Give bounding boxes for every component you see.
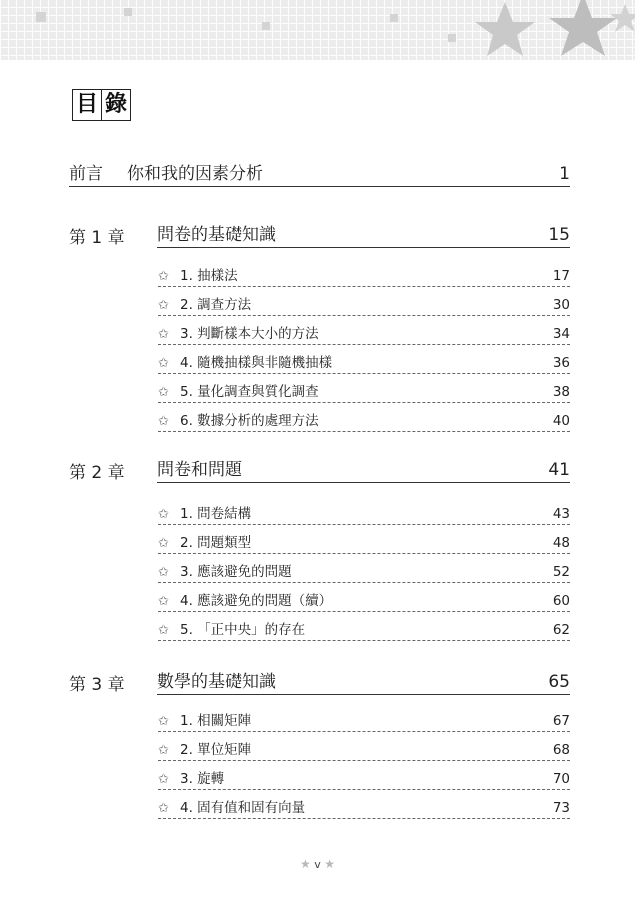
section-page: 62 (552, 622, 570, 638)
star-icon: ★ (299, 857, 311, 871)
header-square (390, 14, 398, 22)
page-number: v (314, 858, 321, 871)
toc-section-row[interactable] (158, 765, 570, 790)
toc-section-row[interactable] (158, 558, 570, 583)
star-outline-icon: ✩ (158, 385, 169, 400)
section-page: 43 (552, 506, 570, 522)
section-title: 1. 抽樣法 (180, 268, 238, 284)
chapter-label: 第 3 章 (69, 675, 125, 695)
preface-label: 前言 (69, 164, 103, 184)
chapter-label: 第 1 章 (69, 228, 125, 248)
toc-section-row[interactable] (158, 529, 570, 554)
star-outline-icon: ✩ (158, 743, 169, 758)
toc-section-row[interactable] (158, 500, 570, 525)
toc-section-row[interactable] (158, 320, 570, 345)
toc-heading-char: 目 (75, 92, 98, 117)
section-title: 5. 「正中央」的存在 (180, 622, 306, 638)
star-outline-icon: ✩ (158, 507, 169, 522)
page-footer (0, 857, 635, 871)
section-page: 34 (552, 326, 570, 342)
chapter-title: 問卷和問題 (157, 456, 548, 483)
preface-title: 你和我的因素分析 (127, 164, 263, 184)
toc-section-row[interactable] (158, 407, 570, 432)
section-page: 48 (552, 535, 570, 551)
star-outline-icon: ✩ (158, 772, 169, 787)
section-title: 4. 隨機抽樣與非隨機抽樣 (180, 355, 333, 371)
section-page: 60 (552, 593, 570, 609)
header-square (124, 8, 132, 16)
section-title: 2. 問題類型 (180, 535, 252, 551)
section-page: 67 (552, 713, 570, 729)
section-page: 40 (552, 413, 570, 429)
header-square (36, 12, 46, 22)
star-outline-icon: ✩ (158, 414, 169, 429)
section-title: 3. 判斷樣本大小的方法 (180, 326, 319, 342)
star-outline-icon: ✩ (158, 594, 169, 609)
chapter-page: 41 (548, 456, 570, 483)
star-outline-icon: ✩ (158, 801, 169, 816)
star-outline-icon: ✩ (158, 623, 169, 638)
toc-chapter-row[interactable] (69, 222, 570, 248)
header-square (448, 34, 456, 42)
section-title: 2. 單位矩陣 (180, 742, 252, 758)
header-decoration (0, 0, 635, 60)
header-stars-icon (465, 0, 635, 60)
star-outline-icon: ✩ (158, 565, 169, 580)
toc-chapter-row[interactable] (69, 457, 570, 483)
toc-section-row[interactable] (158, 707, 570, 732)
section-page: 17 (552, 268, 570, 284)
toc-chapter-row[interactable] (69, 669, 570, 695)
section-title: 5. 量化調查與質化調查 (180, 384, 319, 400)
chapter-title: 數學的基礎知識 (157, 668, 548, 695)
section-page: 52 (552, 564, 570, 580)
chapter-page: 65 (548, 668, 570, 695)
section-title: 4. 固有值和固有向量 (180, 800, 306, 816)
section-title: 3. 應該避免的問題 (180, 564, 292, 580)
section-title: 6. 數據分析的處理方法 (180, 413, 319, 429)
toc-section-row[interactable] (158, 378, 570, 403)
toc-section-row[interactable] (158, 291, 570, 316)
section-title: 2. 調查方法 (180, 297, 252, 313)
section-page: 70 (552, 771, 570, 787)
star-outline-icon: ✩ (158, 356, 169, 371)
toc-section-row[interactable] (158, 262, 570, 287)
section-title: 1. 問卷結構 (180, 506, 252, 522)
section-page: 30 (552, 297, 570, 313)
toc-section-row[interactable] (158, 616, 570, 641)
toc-section-row[interactable] (158, 794, 570, 819)
toc-heading (72, 89, 131, 121)
section-page: 73 (552, 800, 570, 816)
chapter-title: 問卷的基礎知識 (157, 221, 548, 248)
header-square (262, 22, 270, 30)
section-page: 38 (552, 384, 570, 400)
star-outline-icon: ✩ (158, 269, 169, 284)
toc-section-row[interactable] (158, 587, 570, 612)
section-page: 36 (552, 355, 570, 371)
toc-heading-char: 錄 (101, 90, 130, 120)
chapter-label: 第 2 章 (69, 463, 125, 483)
section-title: 4. 應該避免的問題（續） (180, 593, 333, 609)
preface-page: 1 (559, 164, 570, 184)
toc-preface-row[interactable] (69, 160, 570, 187)
star-icon: ★ (324, 857, 336, 871)
section-title: 1. 相關矩陣 (180, 713, 252, 729)
star-outline-icon: ✩ (158, 298, 169, 313)
section-title: 3. 旋轉 (180, 771, 225, 787)
star-outline-icon: ✩ (158, 536, 169, 551)
star-outline-icon: ✩ (158, 714, 169, 729)
star-outline-icon: ✩ (158, 327, 169, 342)
section-page: 68 (552, 742, 570, 758)
toc-section-row[interactable] (158, 349, 570, 374)
chapter-page: 15 (548, 221, 570, 248)
toc-section-row[interactable] (158, 736, 570, 761)
